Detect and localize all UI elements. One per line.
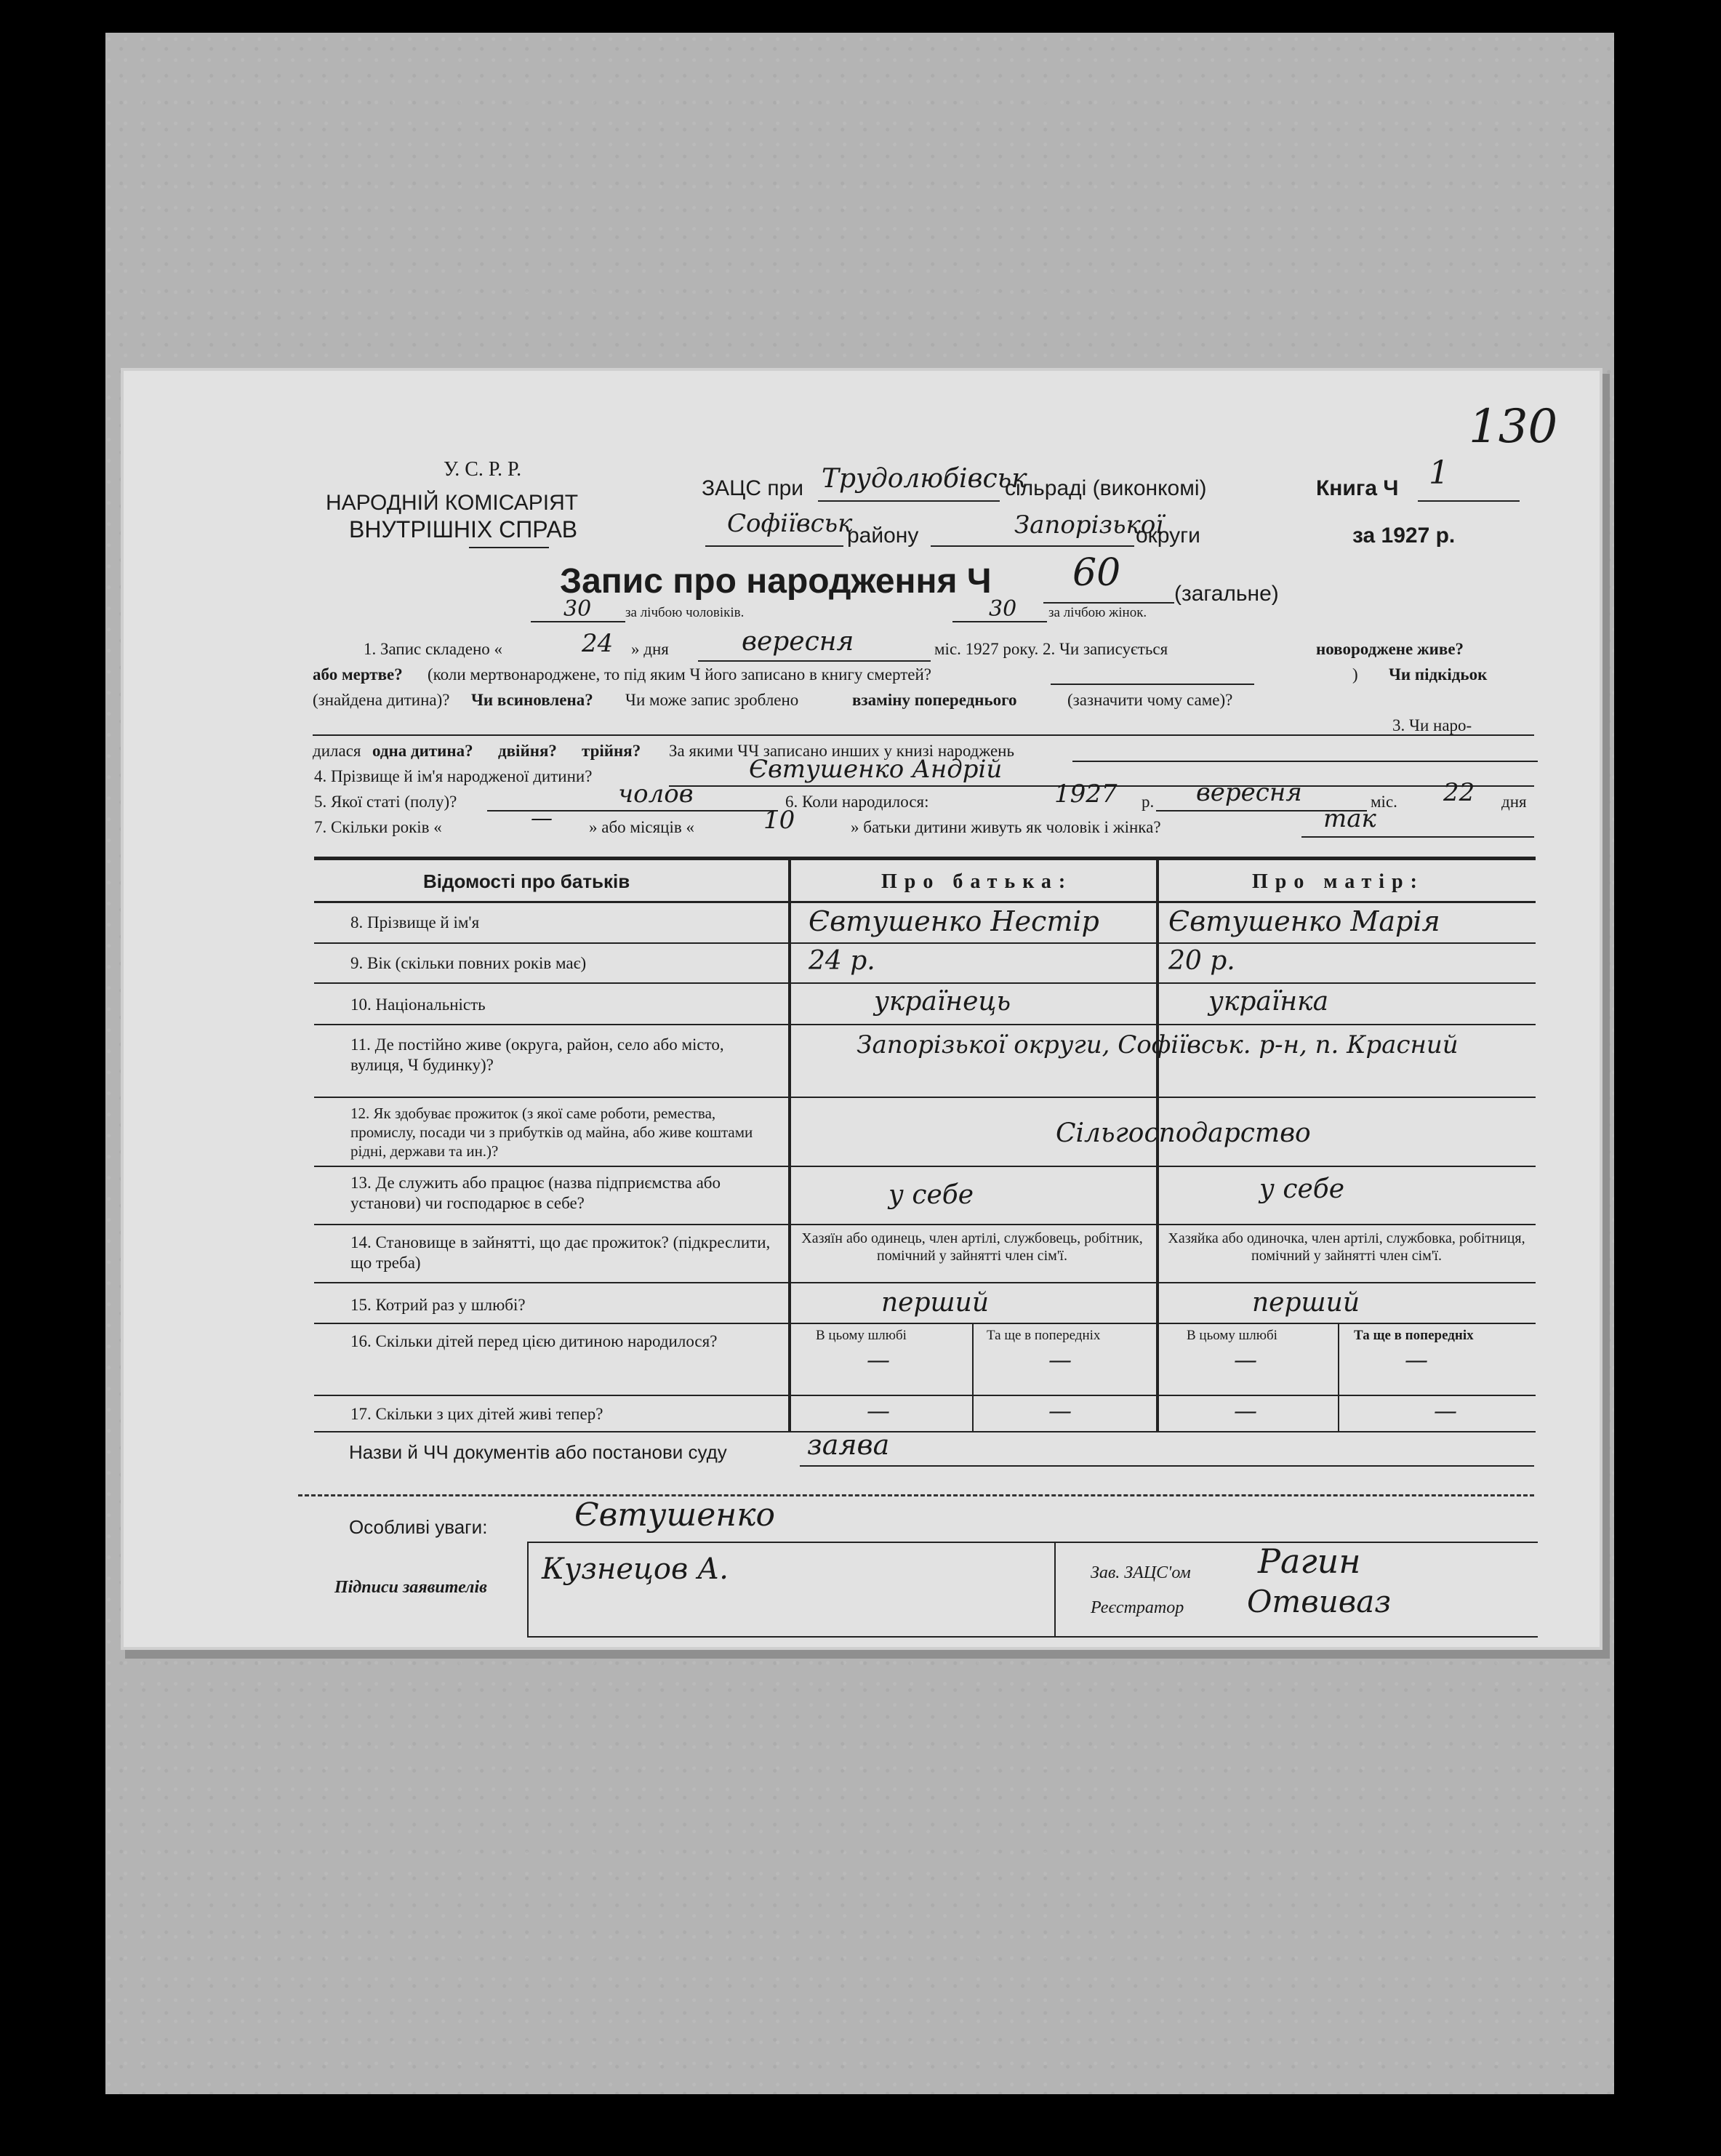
- signers-value: Кузнецов А.: [542, 1552, 729, 1586]
- intro-l5e: За якими ЧЧ записано инших у книзі народжень: [669, 742, 1014, 760]
- row-divider: [314, 1224, 1536, 1225]
- col-divider: [1054, 1542, 1056, 1636]
- header-ussr: У. С. Р. Р.: [444, 458, 522, 481]
- row-label: 11. Де постійно живе (округа, район, село або місто, вулиця, Ч будинку)?: [350, 1035, 724, 1074]
- row-divider: [314, 901, 1536, 903]
- mother-status: Хазяйка або одиночка, член артілі, службовка, робітниця, помічний у зайнятті член сім'ї.: [1168, 1230, 1525, 1264]
- record-number: 60: [1072, 551, 1121, 595]
- docs-label: Назви й ЧЧ документів або постанови суду: [349, 1441, 727, 1463]
- col-divider: [972, 1323, 974, 1431]
- father-nationality: українець: [874, 987, 1011, 1017]
- record-title: Запис про народження Ч: [560, 562, 992, 601]
- signers-label: Підписи заявителів: [334, 1578, 487, 1597]
- mother-subheader-this: В цьому шлюбі: [1187, 1328, 1277, 1343]
- row-label: 14. Становище в зайнятті, що дає прожиток? (підкреслити, що треба): [350, 1233, 771, 1272]
- row-divider: [314, 942, 1536, 944]
- alive-father-this: —: [867, 1397, 890, 1424]
- father-age: 24 р.: [809, 946, 875, 976]
- rule: [1418, 500, 1520, 502]
- row-label: 16. Скільки дітей перед цією дитиною народилося?: [350, 1332, 718, 1350]
- children-father-prev: —: [1048, 1346, 1072, 1374]
- intro-l5a: дилася: [313, 742, 361, 760]
- mother-age: 20 р.: [1168, 946, 1235, 976]
- intro-l2c: ): [1352, 665, 1358, 684]
- col-divider: [527, 1542, 529, 1636]
- intro-l7c: р.: [1142, 793, 1155, 811]
- rule: [1043, 602, 1174, 604]
- children-father-this: —: [867, 1346, 890, 1374]
- men-count: 30: [563, 596, 592, 622]
- father-name: Євтушенко Нестір: [809, 905, 1099, 937]
- intro-l1b: » дня: [631, 640, 669, 658]
- residence-value: Запорізької округи, Софіївськ. р-н, п. Красний: [857, 1030, 1459, 1059]
- intro-l3b: Чи всиновлена?: [471, 691, 593, 709]
- parents-table: [314, 857, 1536, 1432]
- notes-label: Особливі уваги:: [349, 1516, 488, 1538]
- women-count: 30: [989, 596, 1017, 622]
- father-subheader-prev: Та ще в попередніх: [987, 1328, 1101, 1343]
- alive-mother-prev: —: [1434, 1397, 1457, 1424]
- mother-nationality: українка: [1208, 987, 1329, 1017]
- row-label: 10. Національність: [350, 995, 486, 1014]
- row-divider: [314, 1395, 1536, 1396]
- intro-l4a: 3. Чи наро-: [1392, 716, 1472, 734]
- intro-l3a: (знайдена дитина)?: [313, 691, 450, 709]
- row-divider: [314, 1024, 1536, 1025]
- okruga-value: Запорізької: [1014, 510, 1164, 540]
- head-signature: Рагин: [1258, 1542, 1361, 1581]
- birth-record-card: [124, 371, 1600, 1647]
- rule: [705, 545, 843, 547]
- rule: [800, 1465, 1534, 1467]
- months-value: 10: [763, 806, 795, 835]
- women-label: за лічбою жінок.: [1048, 605, 1147, 620]
- intro-l8a: 7. Скільки років «: [314, 818, 442, 836]
- row-divider: [314, 1323, 1536, 1324]
- child-sex: чолов: [618, 780, 694, 809]
- district-label: району: [847, 524, 919, 548]
- row-label: 17. Скільки з цих дітей живі тепер?: [350, 1405, 603, 1423]
- village-value: Трудолюбівськ: [822, 464, 1027, 494]
- registrar-signature: Отвиваз: [1247, 1584, 1392, 1619]
- intro-l2a: або мертве?: [313, 665, 403, 684]
- intro-l5c: двійня?: [498, 742, 557, 760]
- intro-l7b: 6. Коли народилося:: [785, 793, 929, 811]
- record-month: вересня: [742, 627, 854, 657]
- rule: [313, 734, 1534, 736]
- mother-subheader-prev: Та ще в попередніх: [1354, 1328, 1474, 1343]
- intro-l1c: міс. 1927 року. 2. Чи записується: [934, 640, 1168, 658]
- rule: [698, 660, 931, 662]
- head-label: Зав. ЗАЦС'ом: [1091, 1563, 1191, 1582]
- intro-l3e: (зазначити чому саме)?: [1067, 691, 1233, 709]
- rule: [1051, 684, 1254, 685]
- intro-l7d: міс.: [1371, 793, 1397, 811]
- row-label: 13. Де служить або працює (назва підприємства або установи) чи господарює в себе?: [350, 1174, 721, 1212]
- rule: [469, 547, 549, 548]
- notes-value: Євтушенко: [574, 1496, 775, 1534]
- rule: [527, 1636, 1538, 1638]
- intro-l2b: (коли мертвонароджене, то під яким Ч його записано в книгу смертей?: [428, 665, 932, 684]
- row-divider: [314, 1097, 1536, 1098]
- rule: [931, 545, 1134, 547]
- rule: [952, 621, 1047, 622]
- year-label: за 1927 р.: [1352, 524, 1456, 548]
- intro-l3c: Чи може запис зроблено: [625, 691, 799, 709]
- row-label: 9. Вік (скільки повних років має): [350, 954, 587, 972]
- row-divider: [314, 982, 1536, 984]
- intro-l5b: одна дитина?: [372, 742, 473, 760]
- sheet-number: 130: [1469, 400, 1558, 454]
- docs-value: заява: [807, 1429, 890, 1461]
- years-value: —: [531, 806, 553, 831]
- father-marriage: перший: [881, 1288, 990, 1318]
- book-label: Книга Ч: [1316, 476, 1399, 500]
- rule: [527, 1542, 1538, 1543]
- row-label: 15. Котрий раз у шлюбі?: [350, 1296, 526, 1314]
- rule: [818, 500, 1000, 502]
- intro-l5d: трійня?: [582, 742, 641, 760]
- intro-l3d: взаміну попереднього: [852, 691, 1017, 709]
- row-label: 8. Прізвище й ім'я: [350, 913, 480, 931]
- birth-month: вересня: [1196, 778, 1302, 807]
- occupation-value: Сільгосподарство: [1056, 1118, 1311, 1148]
- intro-l6a: 4. Прізвище й ім'я народженої дитини?: [314, 767, 593, 785]
- children-mother-prev: —: [1405, 1346, 1428, 1374]
- father-subheader-this: В цьому шлюбі: [816, 1328, 907, 1343]
- header-ministry: ВНУТРІШНІХ СПРАВ: [349, 516, 578, 542]
- district-value: Софіївськ: [727, 509, 853, 538]
- row-divider: [314, 1166, 1536, 1167]
- mother-marriage: перший: [1252, 1288, 1360, 1318]
- col-header-info: Відомості про батьків: [423, 870, 630, 892]
- record-day: 24: [582, 629, 614, 658]
- registrar-label: Реєстратор: [1091, 1598, 1184, 1617]
- council-label: сільраді (виконкомі): [1005, 476, 1207, 500]
- father-status: Хазяїн або одинець, член артілі, службовець, робітник, помічний у зайнятті член сім'ї.: [801, 1230, 1143, 1264]
- men-label: за лічбою чоловіків.: [625, 605, 745, 620]
- intro-l1a: 1. Запис складено «: [364, 640, 503, 658]
- rule: [1301, 836, 1534, 838]
- zigzag-divider: [298, 1487, 1534, 1496]
- rule: [1072, 761, 1538, 762]
- mother-workplace: у себе: [1259, 1174, 1345, 1204]
- child-name: Євтушенко Андрій: [749, 755, 1003, 784]
- birth-year: 1927: [1054, 780, 1118, 809]
- okruga-label: округи: [1136, 524, 1200, 548]
- col-divider: [788, 860, 791, 1431]
- col-header-mother: Про матір:: [1252, 870, 1424, 893]
- row-divider: [314, 1282, 1536, 1283]
- record-suffix: (загальне): [1174, 582, 1279, 606]
- alive-father-prev: —: [1048, 1397, 1072, 1424]
- intro-l7e: дня: [1501, 793, 1527, 811]
- intro-l8b: » або місяців «: [589, 818, 694, 836]
- alive-mother-this: —: [1234, 1397, 1257, 1424]
- col-divider: [1338, 1323, 1339, 1431]
- zags-label: ЗАЦС при: [702, 476, 804, 500]
- children-mother-this: —: [1234, 1346, 1257, 1374]
- intro-l8c: » батьки дитини живуть як чоловік і жінка?: [851, 818, 1161, 836]
- mother-name: Євтушенко Марія: [1168, 905, 1440, 937]
- father-workplace: у себе: [888, 1180, 974, 1210]
- birth-day: 22: [1443, 778, 1475, 807]
- married-value: так: [1323, 804, 1376, 833]
- col-header-father: Про батька:: [881, 870, 1073, 893]
- intro-l1d: новороджене живе?: [1316, 640, 1464, 658]
- intro-l7a: 5. Якої статі (полу)?: [314, 793, 457, 811]
- book-number: 1: [1429, 454, 1449, 492]
- header-commissariat: НАРОДНІЙ КОМІСАРІЯТ: [326, 491, 579, 515]
- row-label: 12. Як здобуває прожиток (з якої саме роботи, ремества, промислу, посади чи з прибутків од майна, або живе коштами рідні, держави та ин.)?: [350, 1105, 753, 1160]
- intro-l2d: Чи підкідьок: [1389, 665, 1488, 684]
- rule: [531, 621, 625, 622]
